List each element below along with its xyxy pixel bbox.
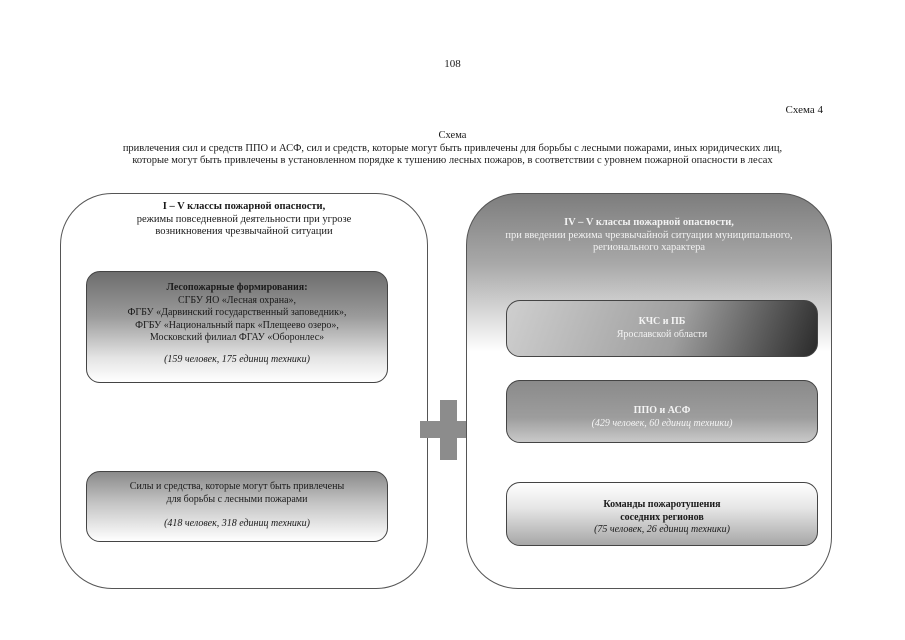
other-forces-box xyxy=(86,471,388,542)
kchs-subtitle: Ярославской области xyxy=(616,328,708,340)
page-number: 108 xyxy=(444,58,461,70)
other-forces-line-2: для борьбы с лесными пожарами xyxy=(166,493,308,505)
right-group-line-2: регионального характера xyxy=(592,242,706,253)
neighbor-regions-line-1: Команды пожаротушения xyxy=(603,499,721,510)
kchs-box xyxy=(506,300,818,357)
forest-fire-units-title: Лесопожарные формирования: xyxy=(166,282,308,293)
ppo-asf-title: ППО и АСФ xyxy=(633,405,691,416)
forest-fire-unit-item: СГБУ ЯО «Лесная охрана», xyxy=(177,294,297,306)
forest-fire-unit-item: Московский филиал ФГАУ «Оборонлес» xyxy=(149,332,325,343)
ppo-asf-box xyxy=(506,380,818,443)
neighbor-regions-box xyxy=(506,482,818,546)
neighbor-regions-note: (75 человек, 26 единиц техники) xyxy=(594,524,730,535)
forest-fire-unit-item: ФГБУ «Дарвинский государственный заповедник», xyxy=(127,307,347,318)
ppo-asf-note: (429 человек, 60 единиц техники) xyxy=(591,417,733,429)
forest-fire-units-note: (159 человек, 175 единиц техники) xyxy=(164,353,310,365)
neighbor-regions-line-2: соседних регионов xyxy=(620,511,704,523)
left-group-header xyxy=(73,201,415,239)
scheme-title-heading: Схема xyxy=(438,130,467,141)
left-group-line-1: режимы повседневной деятельности при угрозе xyxy=(136,213,352,225)
scheme-title xyxy=(60,130,845,168)
left-group-heading: I – V классы пожарной опасности, xyxy=(162,201,326,212)
scheme-title-line-1: привлечения сил и средств ППО и АСФ, сил и средств, которые могут быть привлечены для борьбы с лесными пожарами, иных юридических лиц, xyxy=(122,142,783,154)
forest-fire-unit-item: ФГБУ «Национальный парк «Плещеево озеро», xyxy=(135,319,339,331)
right-group-header xyxy=(479,217,819,255)
other-forces-note: (418 человек, 318 единиц техники) xyxy=(164,518,310,529)
kchs-title: КЧС и ПБ xyxy=(638,316,686,327)
forest-fire-units-box xyxy=(86,271,388,383)
right-group-heading: IV – V классы пожарной опасности, xyxy=(564,217,734,228)
scheme-title-line-2: которые могут быть привлечены в установленном порядке к тушению лесных пожаров, в соответствии с уровнем пожарной опасности в лесах xyxy=(132,155,773,166)
scheme-number: Схема 4 xyxy=(785,104,823,116)
right-group-line-1: при введении режима чрезвычайной ситуации муниципального, xyxy=(505,229,793,241)
other-forces-line-1: Силы и средства, которые могут быть привлечены xyxy=(129,481,345,492)
left-group-line-2: возникновения чрезвычайной ситуации xyxy=(155,226,333,237)
